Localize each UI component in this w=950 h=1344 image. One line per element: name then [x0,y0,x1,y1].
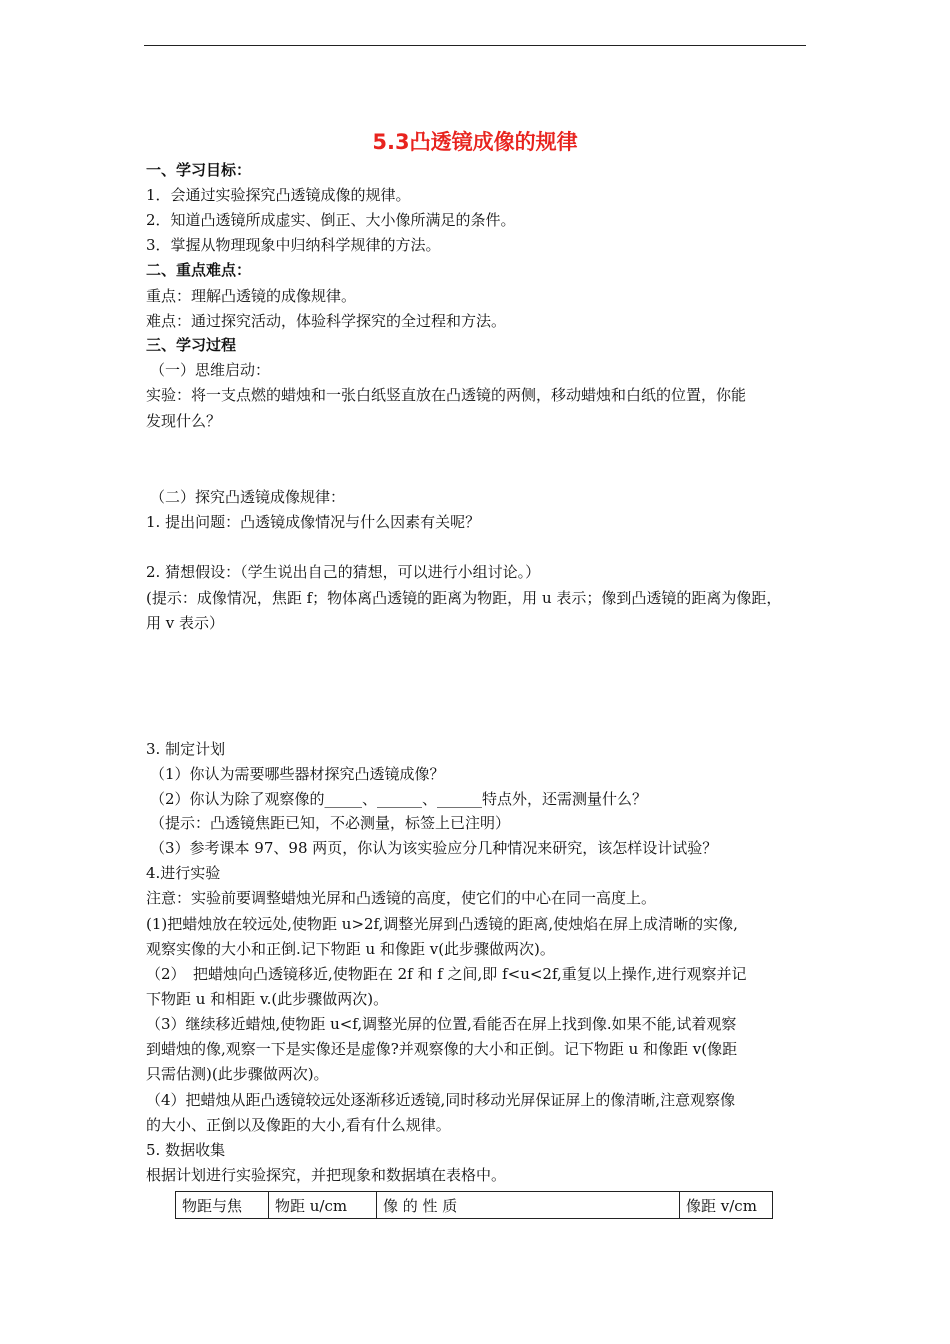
experiment-step-2-line-2: 下物距 u 和相距 v.(此步骤做两次)。 [146,990,389,1008]
hint-line-1: (提示：成像情况，焦距 f；物体离凸透镜的距离为物距，用 u 表示；像到凸透镜的距离为像距， [146,589,782,607]
part-2-heading: （二）探究凸透镜成像规律： [150,488,346,506]
experiment-step-2-line-1: （2） 把蜡烛向凸透镜移近,使物距在 2f 和 f 之间,即 f<u<2f,重复以上操作,进行观察并记 [146,965,747,983]
data-heading: 5. 数据收集 [146,1141,226,1159]
experiment-intro-line-1: 实验：将一支点燃的蜡烛和一张白纸竖直放在凸透镜的两侧，移动蜡烛和白纸的位置，你能 [146,386,747,404]
plan-item-3: （3）参考课本 97、98 两页，你认为该实验应分几种情况来研究，该怎样设计试验？ [150,839,718,857]
table-header-cell: 像距 v/cm [680,1192,773,1219]
experiment-step-4-line-2: 的大小、正倒以及像距的大小,看有什么规律。 [146,1116,451,1134]
section-2-heading: 二、重点难点： [146,261,252,279]
section-3-heading: 三、学习过程 [146,336,237,354]
objective-3: 3．掌握从物理现象中归纳科学规律的方法。 [146,236,441,254]
plan-item-1: （1）你认为需要哪些器材探究凸透镜成像？ [150,765,445,783]
objective-2: 2．知道凸透镜所成虚实、倒正、大小像所满足的条件。 [146,211,516,229]
experiment-heading: 4.进行实验 [146,864,221,882]
header-rule [144,45,806,46]
table-header-cell: 像 的 性 质 [377,1192,680,1219]
key-point: 重点：理解凸透镜的成像规律。 [146,287,357,305]
part-1-heading: （一）思维启动： [150,361,271,379]
experiment-step-1-line-1: (1)把蜡烛放在较远处,使物距 u>2f,调整光屏到凸透镜的距离,使烛焰在屏上成清晰的实像, [146,915,738,933]
data-table [175,1191,773,1219]
experiment-step-4-line-1: （4）把蜡烛从距凸透镜较远处逐渐移近透镜,同时移动光屏保证屏上的像清晰,注意观察像 [146,1091,736,1109]
table-header-cell: 物距 u/cm [269,1192,377,1219]
data-instruction: 根据计划进行实验探究，并把现象和数据填在表格中。 [146,1166,507,1184]
hint-line-2: 用 v 表示） [146,614,225,632]
objective-1: 1．会通过实验探究凸透镜成像的规律。 [146,186,411,204]
difficult-point: 难点：通过探究活动，体验科学探究的全过程和方法。 [146,312,507,330]
plan-heading: 3. 制定计划 [146,740,226,758]
plan-item-2: （2）你认为除了观察像的_____、______、______特点外，还需测量什么？ [150,790,648,808]
experiment-step-3-line-3: 只需估测)(此步骤做两次)。 [146,1065,329,1083]
table-header-row [176,1192,773,1219]
page-title: 5.3凸透镜成像的规律 [372,130,578,154]
experiment-step-1-line-2: 观察实像的大小和正倒.记下物距 u 和像距 v(此步骤做两次)。 [146,940,555,958]
step-hypothesis: 2. 猜想假设：（学生说出自己的猜想，可以进行小组讨论。） [146,563,541,581]
section-1-heading: 一、学习目标： [146,161,252,179]
step-ask-question: 1. 提出问题：凸透镜成像情况与什么因素有关呢？ [146,513,481,531]
experiment-intro-line-2: 发现什么？ [146,412,222,430]
experiment-step-3-line-2: 到蜡烛的像,观察一下是实像还是虚像?并观察像的大小和正倒。记下物距 u 和像距 v(像距 [146,1040,738,1058]
plan-hint: （提示：凸透镜焦距已知，不必测量，标签上已注明） [150,814,511,832]
table-header-cell: 物距与焦 [176,1192,269,1219]
experiment-note: 注意：实验前要调整蜡烛光屏和凸透镜的高度，使它们的中心在同一高度上。 [146,889,657,907]
experiment-step-3-line-1: （3）继续移近蜡烛,使物距 u<f,调整光屏的位置,看能否在屏上找到像.如果不能,试着观察 [146,1015,737,1033]
